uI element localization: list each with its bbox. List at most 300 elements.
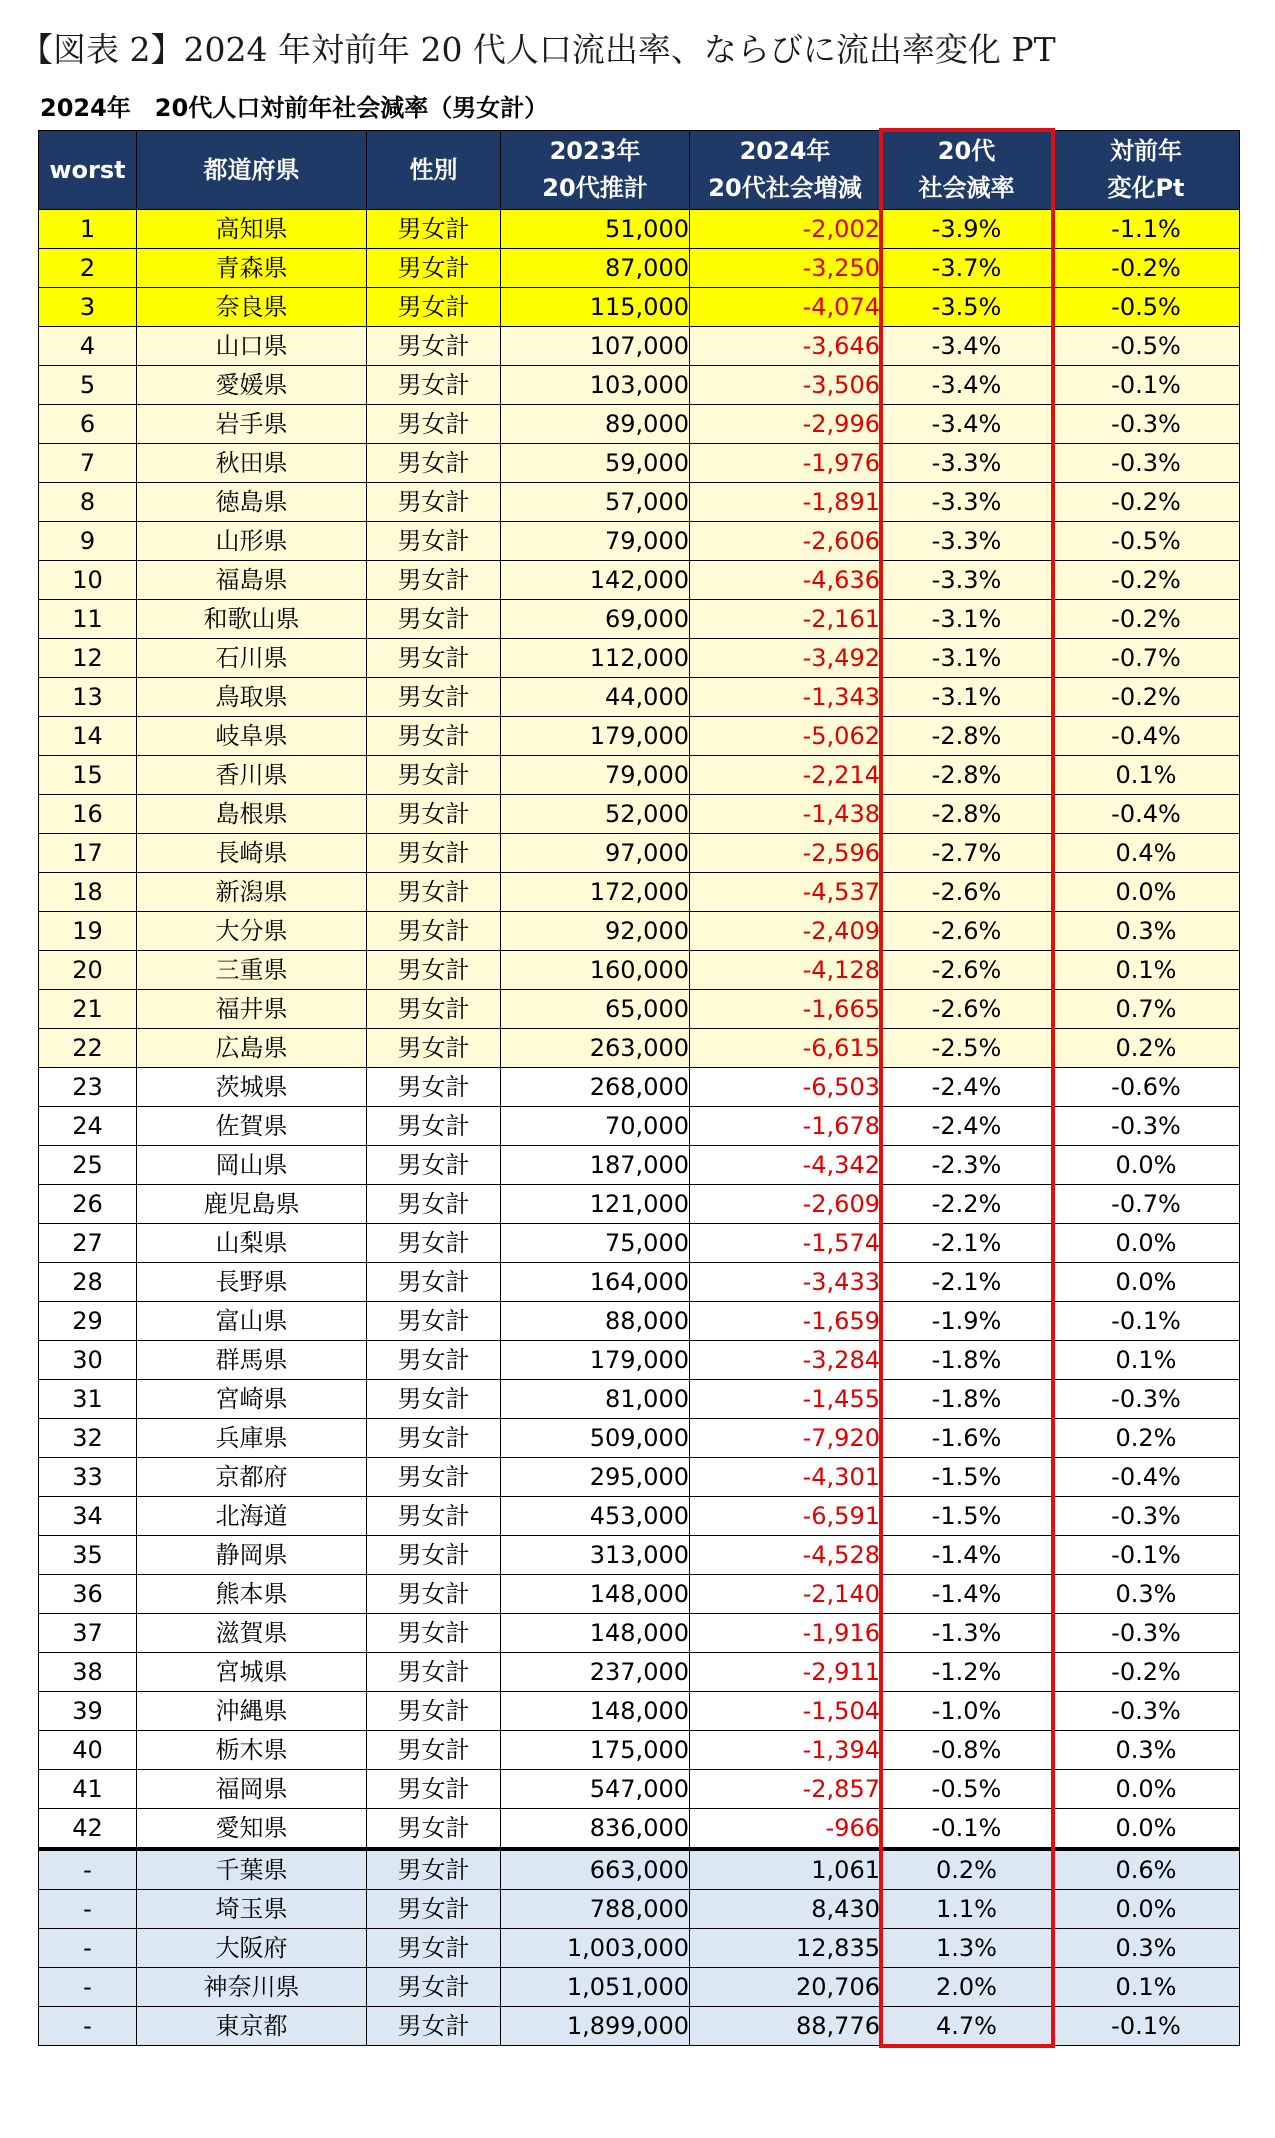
cell-change-2024: -2,996 [690, 405, 881, 444]
cell-rank: 34 [39, 1497, 137, 1536]
cell-pop-2023: 453,000 [501, 1497, 690, 1536]
table-row [39, 1653, 1240, 1692]
cell-change-2024: -1,504 [690, 1692, 881, 1731]
cell-rank: 31 [39, 1380, 137, 1419]
table-row [39, 1575, 1240, 1614]
cell-pt-change: -0.7% [1053, 639, 1240, 678]
cell-pt-change: -0.5% [1053, 327, 1240, 366]
cell-rank: 15 [39, 756, 137, 795]
cell-pt-change: -0.1% [1053, 1536, 1240, 1575]
cell-rank: 19 [39, 912, 137, 951]
cell-rate: -3.3% [881, 561, 1053, 600]
cell-rate: -3.4% [881, 405, 1053, 444]
cell-rate: -1.8% [881, 1380, 1053, 1419]
cell-pt-change: -0.2% [1053, 678, 1240, 717]
table-row [39, 795, 1240, 834]
table-row [39, 483, 1240, 522]
cell-sex: 男女計 [367, 1890, 501, 1929]
cell-pt-change: -0.3% [1053, 1107, 1240, 1146]
cell-sex: 男女計 [367, 2007, 501, 2046]
table-row [39, 1968, 1240, 2007]
cell-rank: 29 [39, 1302, 137, 1341]
cell-sex: 男女計 [367, 1068, 501, 1107]
cell-prefecture: 鳥取県 [137, 678, 367, 717]
cell-prefecture: 奈良県 [137, 288, 367, 327]
cell-prefecture: 青森県 [137, 249, 367, 288]
cell-sex: 男女計 [367, 1731, 501, 1770]
cell-pt-change: -0.3% [1053, 1692, 1240, 1731]
cell-rate: -3.3% [881, 444, 1053, 483]
cell-sex: 男女計 [367, 951, 501, 990]
cell-pt-change: 0.0% [1053, 1224, 1240, 1263]
cell-rank: 24 [39, 1107, 137, 1146]
cell-change-2024: -2,409 [690, 912, 881, 951]
cell-rank: 39 [39, 1692, 137, 1731]
cell-sex: 男女計 [367, 639, 501, 678]
cell-rank: 21 [39, 990, 137, 1029]
cell-rate: -1.4% [881, 1536, 1053, 1575]
cell-rate: -2.8% [881, 795, 1053, 834]
cell-change-2024: -1,343 [690, 678, 881, 717]
cell-rate: -1.9% [881, 1302, 1053, 1341]
cell-change-2024: -3,646 [690, 327, 881, 366]
cell-rank: 6 [39, 405, 137, 444]
table-row [39, 756, 1240, 795]
cell-rank: 13 [39, 678, 137, 717]
cell-change-2024: -3,492 [690, 639, 881, 678]
cell-rank: 35 [39, 1536, 137, 1575]
cell-sex: 男女計 [367, 249, 501, 288]
cell-rate: 1.3% [881, 1929, 1053, 1968]
cell-prefecture: 富山県 [137, 1302, 367, 1341]
cell-rate: -3.4% [881, 327, 1053, 366]
cell-rank: 28 [39, 1263, 137, 1302]
cell-rank: 22 [39, 1029, 137, 1068]
table-row [39, 1263, 1240, 1302]
cell-pop-2023: 65,000 [501, 990, 690, 1029]
cell-pt-change: -0.2% [1053, 249, 1240, 288]
cell-prefecture: 佐賀県 [137, 1107, 367, 1146]
cell-pt-change: -0.6% [1053, 1068, 1240, 1107]
cell-prefecture: 和歌山県 [137, 600, 367, 639]
cell-pop-2023: 75,000 [501, 1224, 690, 1263]
cell-sex: 男女計 [367, 1107, 501, 1146]
cell-change-2024: -2,161 [690, 600, 881, 639]
cell-pt-change: 0.2% [1053, 1029, 1240, 1068]
table-row [39, 366, 1240, 405]
cell-prefecture: 東京都 [137, 2007, 367, 2046]
table-row [39, 1536, 1240, 1575]
header-pt-change: 対前年 変化Pt [1053, 131, 1240, 210]
cell-rate: -2.2% [881, 1185, 1053, 1224]
cell-rate: -3.1% [881, 600, 1053, 639]
cell-pop-2023: 509,000 [501, 1419, 690, 1458]
cell-pt-change: 0.0% [1053, 1146, 1240, 1185]
cell-rank: 42 [39, 1809, 137, 1850]
cell-pop-2023: 51,000 [501, 210, 690, 249]
cell-pt-change: -0.5% [1053, 288, 1240, 327]
cell-rate: -0.5% [881, 1770, 1053, 1809]
cell-pop-2023: 79,000 [501, 522, 690, 561]
cell-change-2024: -2,596 [690, 834, 881, 873]
cell-pop-2023: 175,000 [501, 1731, 690, 1770]
cell-pop-2023: 44,000 [501, 678, 690, 717]
cell-sex: 男女計 [367, 873, 501, 912]
cell-rank: 32 [39, 1419, 137, 1458]
cell-rate: -2.8% [881, 717, 1053, 756]
cell-sex: 男女計 [367, 717, 501, 756]
cell-pop-2023: 57,000 [501, 483, 690, 522]
cell-pt-change: 0.0% [1053, 1770, 1240, 1809]
cell-prefecture: 福岡県 [137, 1770, 367, 1809]
cell-pop-2023: 313,000 [501, 1536, 690, 1575]
cell-sex: 男女計 [367, 1029, 501, 1068]
cell-pt-change: -0.2% [1053, 600, 1240, 639]
cell-change-2024: -7,920 [690, 1419, 881, 1458]
table-row [39, 405, 1240, 444]
table-row [39, 1770, 1240, 1809]
cell-change-2024: -2,857 [690, 1770, 881, 1809]
header-pop-2023: 2023年 20代推計 [501, 131, 690, 210]
cell-prefecture: 京都府 [137, 1458, 367, 1497]
table-row [39, 444, 1240, 483]
cell-rate: 2.0% [881, 1968, 1053, 2007]
cell-rank: - [39, 1849, 137, 1890]
cell-pop-2023: 59,000 [501, 444, 690, 483]
cell-pop-2023: 547,000 [501, 1770, 690, 1809]
cell-rank: 26 [39, 1185, 137, 1224]
cell-change-2024: -3,433 [690, 1263, 881, 1302]
cell-pt-change: 0.3% [1053, 912, 1240, 951]
cell-prefecture: 岩手県 [137, 405, 367, 444]
cell-pop-2023: 89,000 [501, 405, 690, 444]
cell-change-2024: 88,776 [690, 2007, 881, 2046]
cell-pt-change: -0.3% [1053, 1614, 1240, 1653]
cell-pt-change: -0.1% [1053, 2007, 1240, 2046]
cell-pop-2023: 788,000 [501, 1890, 690, 1929]
table-row [39, 1497, 1240, 1536]
header-rate: 20代 社会減率 [881, 131, 1053, 210]
table-row [39, 1458, 1240, 1497]
table-row [39, 1302, 1240, 1341]
cell-pop-2023: 121,000 [501, 1185, 690, 1224]
cell-prefecture: 秋田県 [137, 444, 367, 483]
cell-pop-2023: 115,000 [501, 288, 690, 327]
header-row [39, 131, 1240, 210]
cell-rank: 2 [39, 249, 137, 288]
cell-sex: 男女計 [367, 366, 501, 405]
cell-change-2024: -5,062 [690, 717, 881, 756]
cell-pop-2023: 81,000 [501, 1380, 690, 1419]
cell-change-2024: -4,074 [690, 288, 881, 327]
table-row [39, 1890, 1240, 1929]
cell-sex: 男女計 [367, 756, 501, 795]
cell-rank: 36 [39, 1575, 137, 1614]
cell-sex: 男女計 [367, 444, 501, 483]
cell-rank: 5 [39, 366, 137, 405]
cell-change-2024: -3,250 [690, 249, 881, 288]
cell-sex: 男女計 [367, 912, 501, 951]
cell-rate: 4.7% [881, 2007, 1053, 2046]
cell-sex: 男女計 [367, 1536, 501, 1575]
cell-pt-change: -0.1% [1053, 366, 1240, 405]
cell-sex: 男女計 [367, 795, 501, 834]
table-row [39, 678, 1240, 717]
cell-rank: 14 [39, 717, 137, 756]
cell-rate: -1.5% [881, 1497, 1053, 1536]
cell-prefecture: 山口県 [137, 327, 367, 366]
table-row [39, 1224, 1240, 1263]
cell-rate: -3.1% [881, 639, 1053, 678]
cell-prefecture: 千葉県 [137, 1849, 367, 1890]
cell-rate: -2.4% [881, 1107, 1053, 1146]
cell-sex: 男女計 [367, 1849, 501, 1890]
table-row [39, 288, 1240, 327]
cell-pop-2023: 172,000 [501, 873, 690, 912]
cell-prefecture: 福島県 [137, 561, 367, 600]
table-row [39, 522, 1240, 561]
cell-rate: -1.3% [881, 1614, 1053, 1653]
cell-change-2024: -6,591 [690, 1497, 881, 1536]
cell-rate: -1.2% [881, 1653, 1053, 1692]
cell-pop-2023: 107,000 [501, 327, 690, 366]
cell-pt-change: 0.6% [1053, 1849, 1240, 1890]
cell-sex: 男女計 [367, 1224, 501, 1263]
cell-rate: -2.6% [881, 951, 1053, 990]
cell-prefecture: 滋賀県 [137, 1614, 367, 1653]
cell-prefecture: 長野県 [137, 1263, 367, 1302]
cell-pop-2023: 88,000 [501, 1302, 690, 1341]
cell-pop-2023: 187,000 [501, 1146, 690, 1185]
cell-sex: 男女計 [367, 210, 501, 249]
cell-prefecture: 岐阜県 [137, 717, 367, 756]
cell-rate: -3.1% [881, 678, 1053, 717]
cell-rate: -2.3% [881, 1146, 1053, 1185]
cell-pt-change: 0.3% [1053, 1575, 1240, 1614]
cell-rate: -3.9% [881, 210, 1053, 249]
cell-change-2024: -2,214 [690, 756, 881, 795]
cell-prefecture: 埼玉県 [137, 1890, 367, 1929]
cell-change-2024: -1,665 [690, 990, 881, 1029]
cell-pt-change: 0.4% [1053, 834, 1240, 873]
cell-rate: -2.4% [881, 1068, 1053, 1107]
cell-pt-change: 0.1% [1053, 951, 1240, 990]
cell-change-2024: -4,342 [690, 1146, 881, 1185]
cell-prefecture: 熊本県 [137, 1575, 367, 1614]
cell-rate: -2.1% [881, 1263, 1053, 1302]
cell-pop-2023: 263,000 [501, 1029, 690, 1068]
cell-pop-2023: 148,000 [501, 1614, 690, 1653]
cell-pt-change: 0.3% [1053, 1731, 1240, 1770]
table-row [39, 1146, 1240, 1185]
cell-prefecture: 山梨県 [137, 1224, 367, 1263]
cell-pt-change: 0.7% [1053, 990, 1240, 1029]
cell-sex: 男女計 [367, 1185, 501, 1224]
table-row [39, 1107, 1240, 1146]
population-outflow-table [38, 130, 1240, 2046]
cell-sex: 男女計 [367, 288, 501, 327]
cell-pt-change: 0.2% [1053, 1419, 1240, 1458]
cell-change-2024: 1,061 [690, 1849, 881, 1890]
table-row [39, 1849, 1240, 1890]
cell-prefecture: 茨城県 [137, 1068, 367, 1107]
cell-pop-2023: 70,000 [501, 1107, 690, 1146]
cell-pt-change: -0.5% [1053, 522, 1240, 561]
cell-pop-2023: 97,000 [501, 834, 690, 873]
cell-rank: 9 [39, 522, 137, 561]
cell-prefecture: 沖縄県 [137, 1692, 367, 1731]
cell-rate: -2.6% [881, 873, 1053, 912]
cell-rank: 11 [39, 600, 137, 639]
cell-prefecture: 新潟県 [137, 873, 367, 912]
header-change-2024: 2024年 20代社会増減 [690, 131, 881, 210]
cell-prefecture: 徳島県 [137, 483, 367, 522]
table-row [39, 1809, 1240, 1850]
cell-sex: 男女計 [367, 1419, 501, 1458]
cell-rank: - [39, 1929, 137, 1968]
cell-sex: 男女計 [367, 483, 501, 522]
cell-pop-2023: 79,000 [501, 756, 690, 795]
cell-rate: -2.6% [881, 990, 1053, 1029]
cell-rank: 4 [39, 327, 137, 366]
cell-rank: 12 [39, 639, 137, 678]
cell-pt-change: -0.4% [1053, 1458, 1240, 1497]
cell-pt-change: -1.1% [1053, 210, 1240, 249]
cell-rate: -2.6% [881, 912, 1053, 951]
cell-pt-change: -0.3% [1053, 405, 1240, 444]
cell-change-2024: -1,455 [690, 1380, 881, 1419]
cell-sex: 男女計 [367, 1263, 501, 1302]
table-row [39, 912, 1240, 951]
cell-rate: -0.8% [881, 1731, 1053, 1770]
cell-pop-2023: 148,000 [501, 1575, 690, 1614]
cell-rate: -1.8% [881, 1341, 1053, 1380]
cell-pop-2023: 1,051,000 [501, 1968, 690, 2007]
cell-change-2024: -4,537 [690, 873, 881, 912]
cell-rank: 25 [39, 1146, 137, 1185]
cell-sex: 男女計 [367, 678, 501, 717]
cell-pop-2023: 160,000 [501, 951, 690, 990]
cell-change-2024: -2,140 [690, 1575, 881, 1614]
table-row [39, 249, 1240, 288]
cell-prefecture: 鹿児島県 [137, 1185, 367, 1224]
cell-rank: 7 [39, 444, 137, 483]
cell-rank: 41 [39, 1770, 137, 1809]
cell-sex: 男女計 [367, 522, 501, 561]
cell-prefecture: 宮城県 [137, 1653, 367, 1692]
table-row [39, 2007, 1240, 2046]
cell-prefecture: 島根県 [137, 795, 367, 834]
cell-rate: -2.1% [881, 1224, 1053, 1263]
cell-pt-change: -0.4% [1053, 795, 1240, 834]
cell-change-2024: -2,609 [690, 1185, 881, 1224]
cell-pt-change: -0.7% [1053, 1185, 1240, 1224]
cell-prefecture: 大分県 [137, 912, 367, 951]
cell-rank: 1 [39, 210, 137, 249]
cell-pop-2023: 164,000 [501, 1263, 690, 1302]
cell-sex: 男女計 [367, 1497, 501, 1536]
cell-rank: 30 [39, 1341, 137, 1380]
cell-rank: 33 [39, 1458, 137, 1497]
cell-rate: 0.2% [881, 1849, 1053, 1890]
cell-sex: 男女計 [367, 1575, 501, 1614]
cell-pt-change: -0.3% [1053, 1380, 1240, 1419]
cell-pt-change: -0.2% [1053, 1653, 1240, 1692]
cell-rate: -1.5% [881, 1458, 1053, 1497]
cell-rate: -1.0% [881, 1692, 1053, 1731]
cell-change-2024: -4,301 [690, 1458, 881, 1497]
cell-pop-2023: 268,000 [501, 1068, 690, 1107]
cell-rank: 17 [39, 834, 137, 873]
cell-prefecture: 愛媛県 [137, 366, 367, 405]
table-row [39, 639, 1240, 678]
cell-rank: 8 [39, 483, 137, 522]
table-row [39, 1614, 1240, 1653]
header-worst: worst [39, 131, 137, 210]
cell-prefecture: 石川県 [137, 639, 367, 678]
cell-rank: - [39, 1968, 137, 2007]
cell-pt-change: 0.1% [1053, 1968, 1240, 2007]
table-row [39, 873, 1240, 912]
cell-change-2024: 20,706 [690, 1968, 881, 2007]
cell-pt-change: 0.3% [1053, 1929, 1240, 1968]
cell-pt-change: -0.4% [1053, 717, 1240, 756]
cell-pt-change: 0.0% [1053, 1890, 1240, 1929]
cell-prefecture: 三重県 [137, 951, 367, 990]
cell-pop-2023: 92,000 [501, 912, 690, 951]
cell-rate: -2.8% [881, 756, 1053, 795]
table-row [39, 561, 1240, 600]
cell-rank: 18 [39, 873, 137, 912]
header-sex: 性別 [367, 131, 501, 210]
cell-pt-change: -0.3% [1053, 444, 1240, 483]
table-row [39, 717, 1240, 756]
cell-prefecture: 愛知県 [137, 1809, 367, 1850]
cell-change-2024: -2,002 [690, 210, 881, 249]
cell-rate: -2.7% [881, 834, 1053, 873]
cell-rank: 38 [39, 1653, 137, 1692]
cell-pop-2023: 1,003,000 [501, 1929, 690, 1968]
cell-rank: 23 [39, 1068, 137, 1107]
cell-pop-2023: 52,000 [501, 795, 690, 834]
cell-change-2024: 12,835 [690, 1929, 881, 1968]
cell-sex: 男女計 [367, 1929, 501, 1968]
cell-prefecture: 山形県 [137, 522, 367, 561]
cell-rank: - [39, 1890, 137, 1929]
cell-pop-2023: 142,000 [501, 561, 690, 600]
cell-sex: 男女計 [367, 327, 501, 366]
cell-rate: -1.6% [881, 1419, 1053, 1458]
cell-sex: 男女計 [367, 1458, 501, 1497]
cell-prefecture: 宮崎県 [137, 1380, 367, 1419]
cell-prefecture: 静岡県 [137, 1536, 367, 1575]
table-row [39, 1380, 1240, 1419]
cell-change-2024: -1,438 [690, 795, 881, 834]
cell-sex: 男女計 [367, 1653, 501, 1692]
cell-pop-2023: 148,000 [501, 1692, 690, 1731]
cell-pop-2023: 836,000 [501, 1809, 690, 1850]
cell-pop-2023: 69,000 [501, 600, 690, 639]
cell-prefecture: 群馬県 [137, 1341, 367, 1380]
cell-rate: -3.5% [881, 288, 1053, 327]
cell-sex: 男女計 [367, 834, 501, 873]
table-row [39, 1068, 1240, 1107]
table-row [39, 600, 1240, 639]
cell-pop-2023: 237,000 [501, 1653, 690, 1692]
cell-pt-change: -0.2% [1053, 561, 1240, 600]
cell-sex: 男女計 [367, 561, 501, 600]
cell-change-2024: -4,128 [690, 951, 881, 990]
